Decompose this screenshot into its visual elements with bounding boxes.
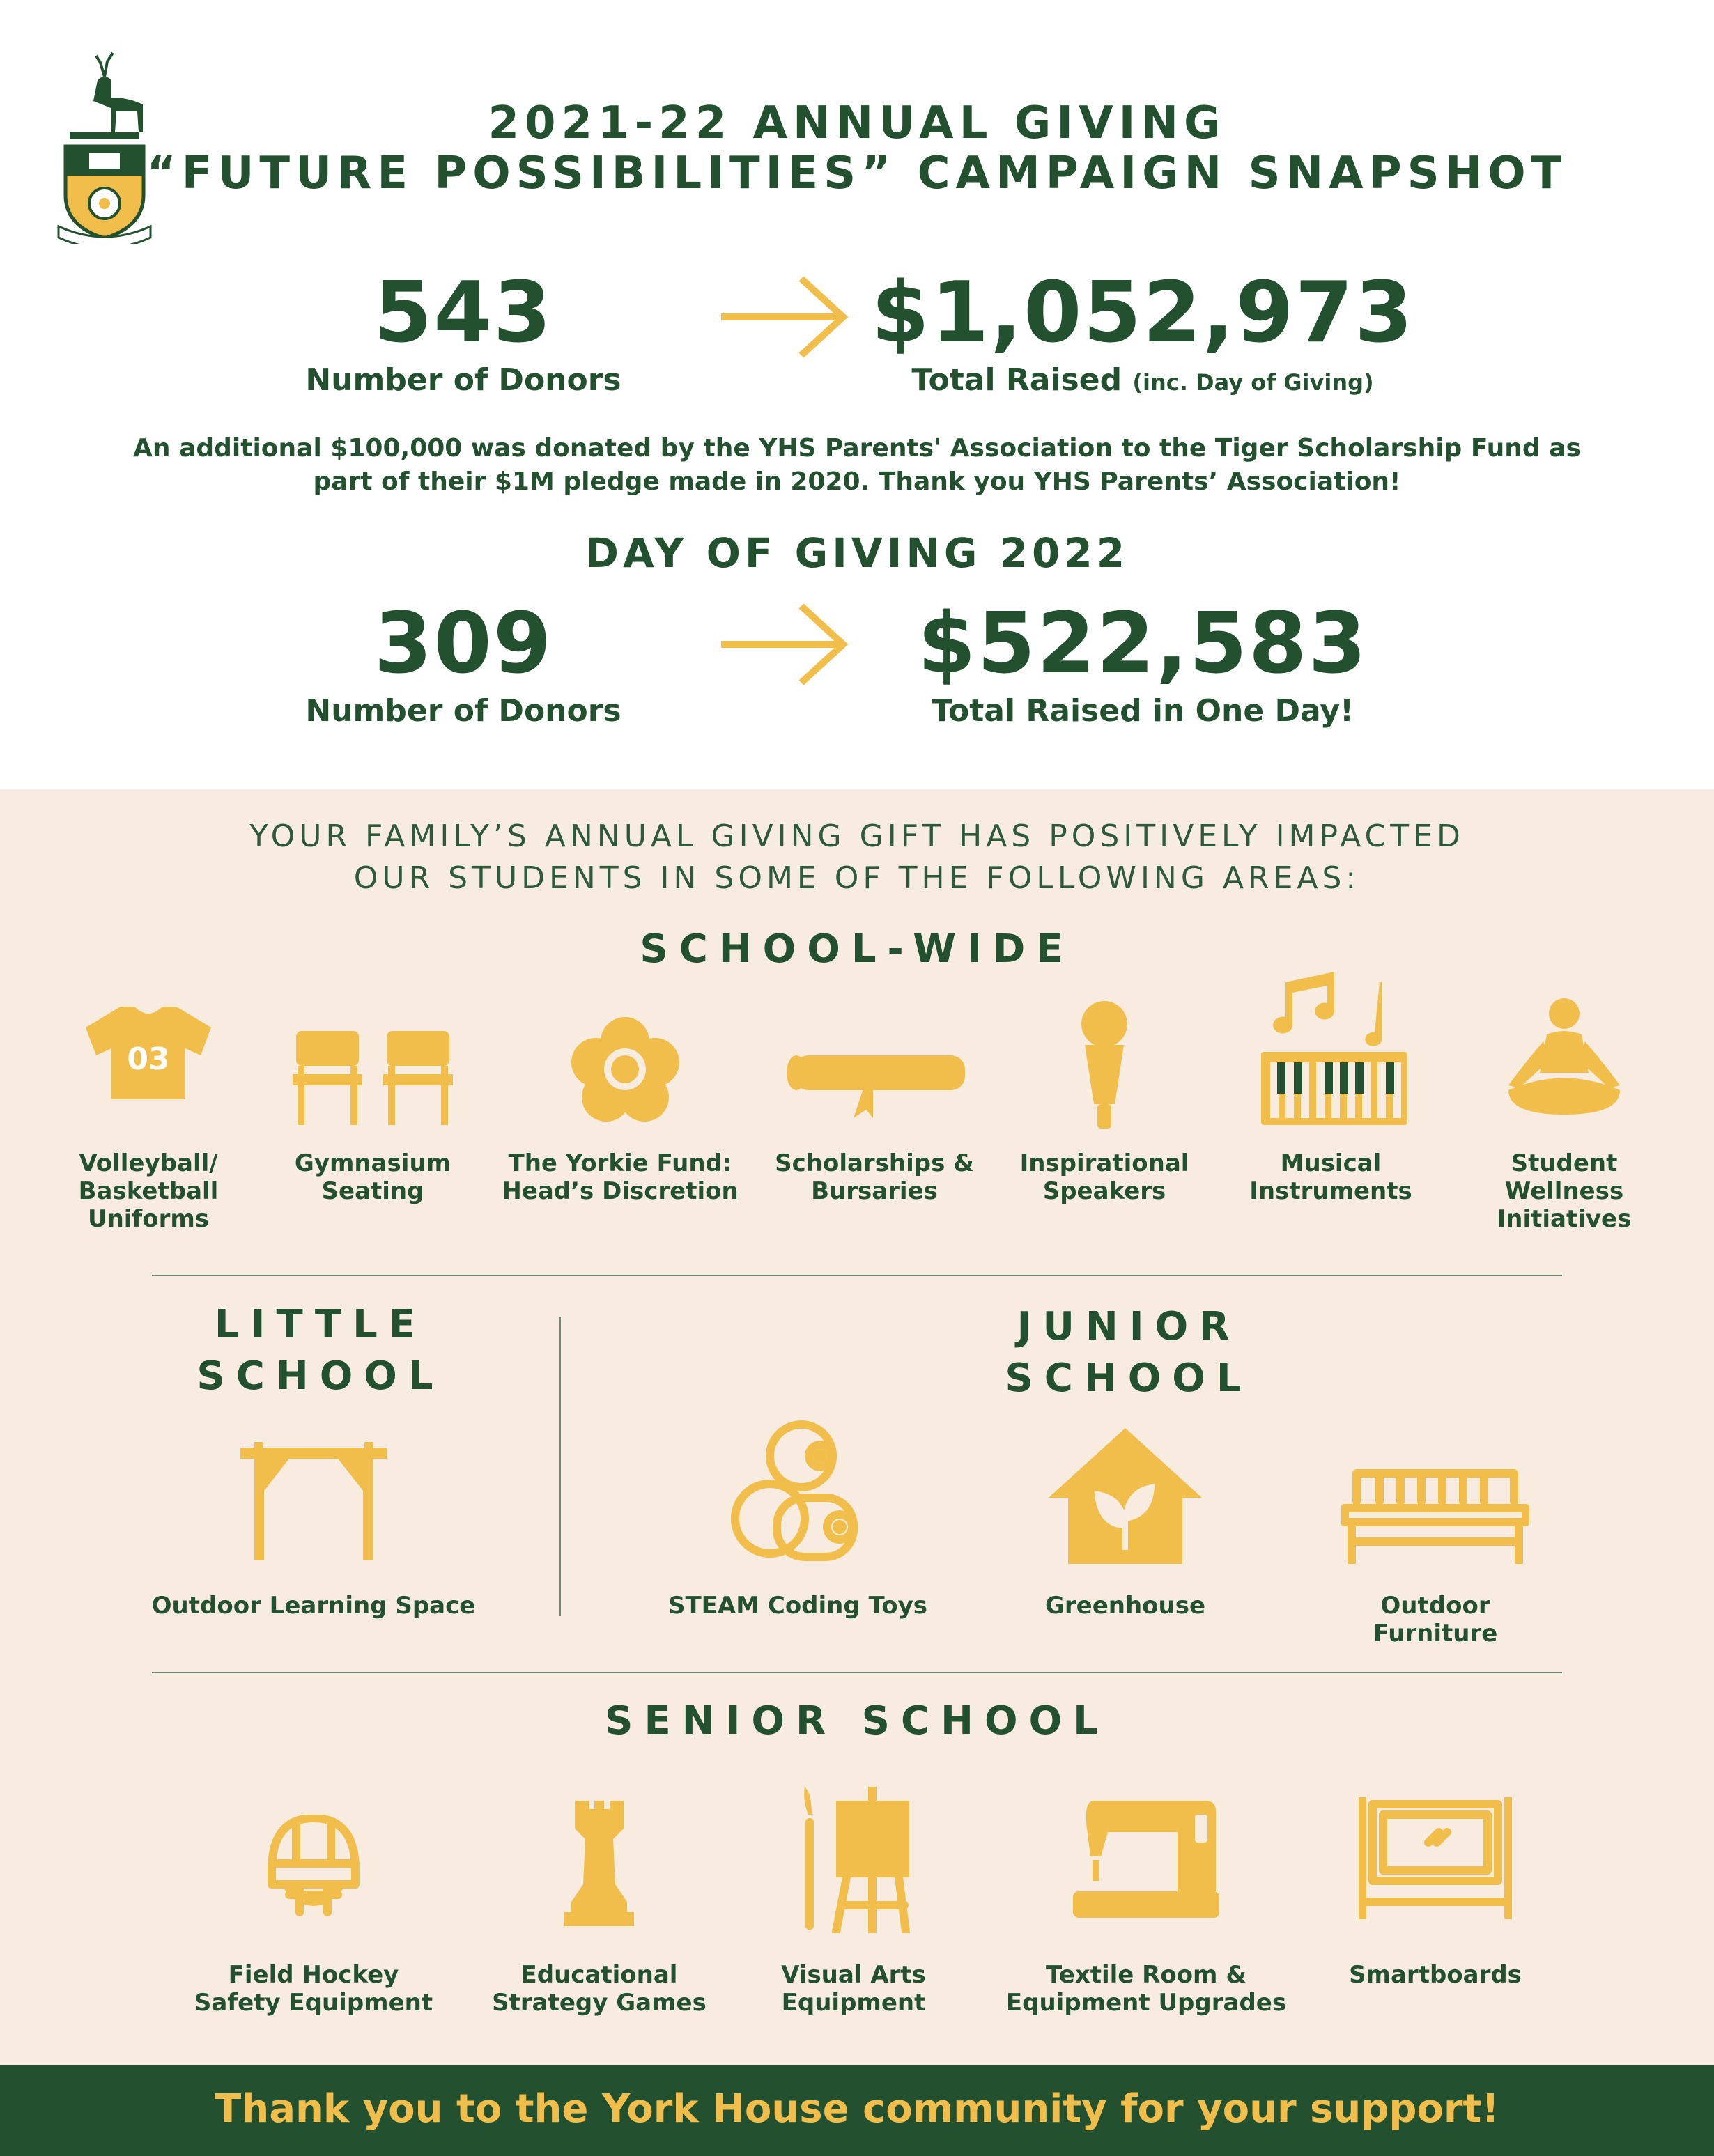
- campaign-donors-label: Number of Donors: [305, 362, 621, 398]
- junior-school-item-label: STEAM Coding Toys: [667, 1592, 927, 1620]
- campaign-total-value: $1,052,973: [871, 265, 1414, 362]
- page-title-line1: 2021-22 ANNUAL GIVING: [488, 98, 1226, 149]
- dog-total-label: Total Raised in One Day!: [931, 693, 1354, 729]
- school-wide-item-label: Musical Instruments: [1249, 1149, 1412, 1205]
- robot-icon: [721, 1418, 867, 1564]
- dog-donors-value: 309: [373, 596, 553, 692]
- campaign-total-note: (inc. Day of Giving): [1132, 369, 1374, 396]
- school-wide-item-label: Scholarships & Bursaries: [775, 1149, 974, 1205]
- pergola-icon: [240, 1442, 387, 1560]
- little-school-heading-line2: SCHOOL: [196, 1354, 445, 1399]
- school-wide-item-label-yorkie: The Yorkie Fund: Head’s Discretion: [502, 1149, 739, 1205]
- junior-school-heading-line2: SCHOOL: [1005, 1356, 1253, 1401]
- senior-school-item-label: Visual Arts Equipment: [781, 1961, 926, 2017]
- school-wide-item-label: Inspirational Speakers: [1019, 1149, 1189, 1205]
- senior-school-item-label: Field Hockey Safety Equipment: [194, 1961, 433, 2017]
- section-vertical-divider: [559, 1317, 561, 1616]
- school-wide-item-label: Student Wellness Initiatives: [1497, 1149, 1632, 1233]
- senior-school-heading: SENIOR SCHOOL: [605, 1698, 1109, 1744]
- chairs-icon: [289, 1024, 456, 1125]
- arrow-right-icon: [718, 603, 850, 686]
- bench-icon: [1341, 1466, 1529, 1564]
- little-school-heading-line1: LITTLE: [214, 1302, 427, 1347]
- impact-intro-line2: OUR STUDENTS IN SOME OF THE FOLLOWING AREAS:: [353, 860, 1361, 896]
- campaign-total-label-text: Total Raised: [911, 362, 1122, 398]
- page-title-line2: “FUTURE POSSIBILITIES” CAMPAIGN SNAPSHOT: [146, 148, 1568, 199]
- jersey-number: 03: [127, 1041, 170, 1077]
- school-wide-heading: SCHOOL-WIDE: [640, 926, 1074, 972]
- school-wide-item-label: Volleyball/ Basketball Uniforms: [78, 1149, 219, 1233]
- chess-rook-icon: [561, 1801, 638, 1926]
- impact-intro-line1: YOUR FAMILY’S ANNUAL GIVING GIFT HAS POSITIVELY IMPACTED: [249, 819, 1465, 854]
- little-school-heading: [153, 1299, 488, 1402]
- jersey-icon: [82, 1003, 215, 1101]
- school-wide-item-label: Gymnasium Seating: [294, 1149, 451, 1205]
- rose-icon: [568, 1014, 683, 1125]
- section-divider: [152, 1672, 1562, 1673]
- diploma-icon: [784, 1048, 968, 1118]
- junior-school-item-label: Outdoor Furniture: [1373, 1592, 1498, 1647]
- senior-school-item-label: Smartboards: [1349, 1961, 1522, 1989]
- meditation-icon: [1495, 996, 1634, 1118]
- junior-school-heading: [962, 1301, 1296, 1404]
- dog-donors-label: Number of Donors: [305, 693, 621, 729]
- smartboard-icon: [1359, 1797, 1512, 1919]
- campaign-donors-value: 543: [373, 265, 553, 362]
- piano-icon: [1258, 968, 1414, 1129]
- parents-association-note: An additional $100,000 was donated by the YHS Parents' Association to the Tiger Scholarship Fund as part of their $1M pledge made in 2020. Thank you YHS Parents’ Association!: [133, 434, 1581, 496]
- junior-school-item-label: Greenhouse: [1044, 1592, 1206, 1620]
- arrow-right-icon: [718, 275, 850, 359]
- easel-icon: [794, 1787, 913, 1933]
- junior-school-heading-line1: JUNIOR: [1017, 1304, 1241, 1349]
- footer-thank-you: Thank you to the York House community for your support!: [215, 2086, 1499, 2132]
- day-of-giving-heading: DAY OF GIVING 2022: [585, 529, 1129, 577]
- senior-school-item-label: Textile Room & Equipment Upgrades: [1005, 1961, 1287, 2017]
- senior-school-item-label: Educational Strategy Games: [492, 1961, 707, 2017]
- sewing-machine-icon: [1073, 1801, 1219, 1919]
- helmet-icon: [265, 1815, 362, 1919]
- campaign-total-label: [822, 362, 1463, 398]
- dog-total-value: $522,583: [917, 596, 1368, 692]
- greenhouse-icon: [1049, 1428, 1202, 1564]
- section-divider: [152, 1275, 1562, 1276]
- little-school-item-label: Outdoor Learning Space: [151, 1592, 476, 1620]
- microphone-icon: [1076, 1000, 1132, 1132]
